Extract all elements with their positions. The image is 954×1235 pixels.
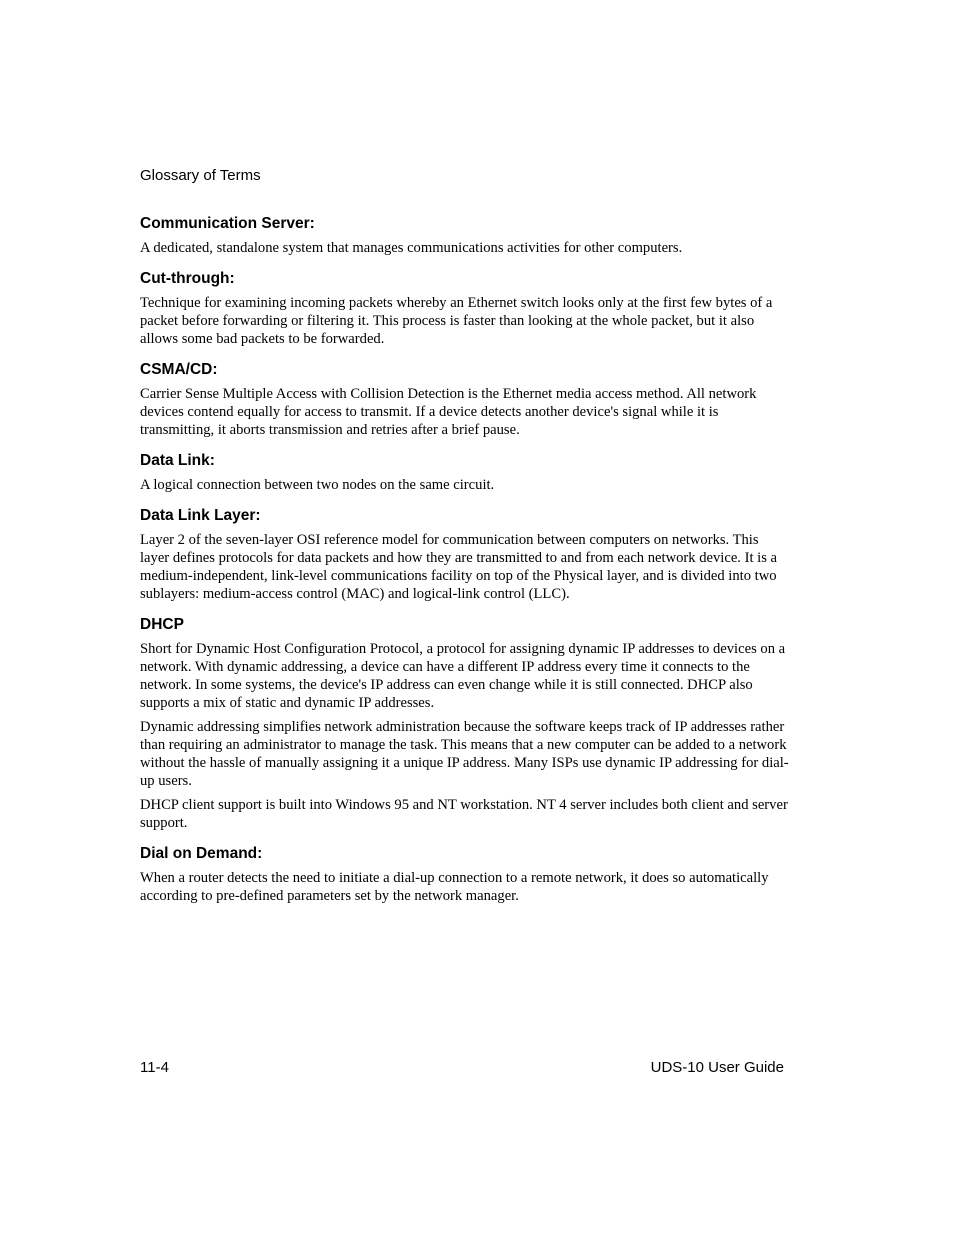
glossary-term: Communication Server: — [140, 215, 315, 232]
glossary-definition: A logical connection between two nodes on the same circuit. — [140, 477, 495, 493]
glossary-definition: Carrier Sense Multiple Access with Collision Detection is the Ethernet media access method. All network devices contend equally for access to transmit. If a device detects another device's signal while it is transmitting, it aborts transmission and retries after a brief pause. — [140, 386, 757, 438]
glossary-term: DHCP — [140, 616, 184, 633]
glossary-definition: Dynamic addressing simplifies network administration because the software keeps track of IP addresses rather than requiring an administrator to manage the task. This means that a new computer can be added to a network without the hassle of manually assigning it a unique IP address. Many ISPs use dynamic IP addressing for dial-up users. — [140, 719, 789, 789]
glossary-term: Data Link: — [140, 452, 215, 469]
glossary-term: Dial on Demand: — [140, 845, 263, 862]
glossary-term: Cut-through: — [140, 270, 235, 287]
glossary-term: Data Link Layer: — [140, 507, 261, 524]
glossary-entry-data-link — [140, 451, 790, 494]
glossary-entry-dhcp — [140, 615, 790, 832]
glossary-definition: Technique for examining incoming packets whereby an Ethernet switch looks only at the first few bytes of a packet before forwarding or filtering it. This process is faster than looking at the whole packet, but it also allows some bad packets to be forwarded. — [140, 295, 773, 347]
glossary-definition: Short for Dynamic Host Configuration Protocol, a protocol for assigning dynamic IP addresses to devices on a network. With dynamic addressing, a device can have a different IP address every time it connects to the network. In some systems, the device's IP address can even change while it is still connected. DHCP also supports a mix of static and dynamic IP addresses. — [140, 641, 786, 711]
glossary-definition: Layer 2 of the seven-layer OSI reference model for communication between computers on networks. This layer defines protocols for data packets and how they are transmitted to and from each network device. It is a medium-independent, link-level communications facility on top of the Physical layer, and is divided into two sublayers: medium-access control (MAC) and logical-link control (LLC). — [140, 532, 778, 602]
glossary-entry-csma-cd — [140, 360, 790, 439]
glossary-definition: When a router detects the need to initiate a dial-up connection to a remote network, it does so automatically according to pre-defined parameters set by the network manager. — [140, 870, 769, 904]
glossary-entry-dial-on-demand — [140, 844, 790, 905]
glossary-term: CSMA/CD: — [140, 361, 218, 378]
glossary-definition: DHCP client support is built into Windows 95 and NT workstation. NT 4 server includes both client and server support. — [140, 797, 788, 831]
glossary-definition: A dedicated, standalone system that manages communications activities for other computers. — [140, 240, 683, 256]
glossary-entry-communication-server — [140, 214, 790, 257]
document-title-footer: UDS-10 User Guide — [650, 1059, 784, 1076]
glossary-entry-data-link-layer — [140, 506, 790, 603]
running-header: Glossary of Terms — [140, 167, 261, 184]
glossary-entry-cut-through — [140, 269, 790, 348]
glossary-content — [140, 214, 790, 911]
page-number: 11-4 — [140, 1059, 169, 1076]
